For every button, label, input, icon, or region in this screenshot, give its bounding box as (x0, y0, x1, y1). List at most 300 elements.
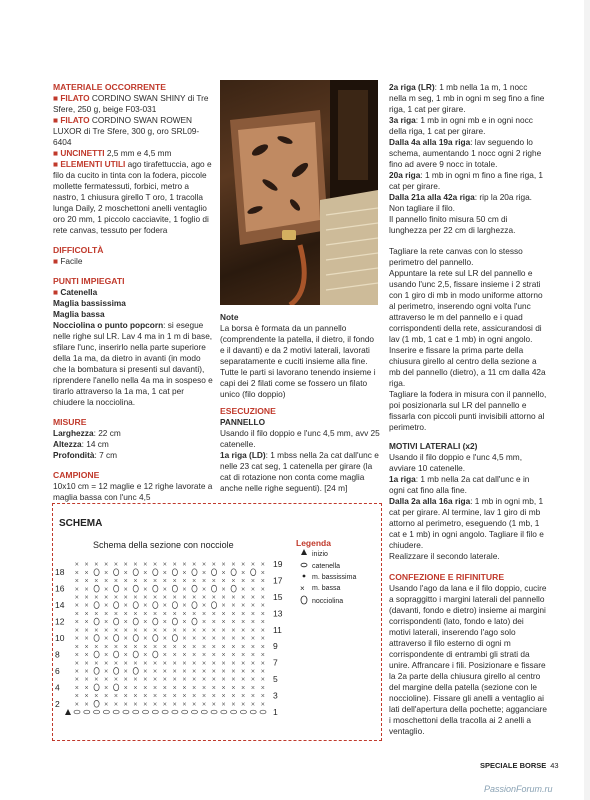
stitch-grid (65, 562, 266, 715)
single-crochet-stitch: × (241, 610, 246, 618)
single-crochet-stitch: × (94, 660, 99, 668)
single-crochet-stitch: × (172, 610, 177, 618)
chain-stitch (103, 710, 109, 714)
single-crochet-stitch: × (143, 693, 148, 701)
single-crochet-stitch: × (211, 684, 216, 692)
single-crochet-stitch: × (231, 660, 236, 668)
legend-item: catenella (312, 563, 341, 570)
single-crochet-stitch: × (143, 652, 148, 660)
single-crochet-stitch: × (74, 561, 79, 569)
popcorn-stitch (133, 618, 138, 625)
single-crochet-stitch: × (231, 619, 236, 627)
popcorn-stitch (114, 569, 119, 576)
single-crochet-stitch: × (84, 627, 89, 635)
single-crochet-stitch: × (201, 578, 207, 586)
single-crochet-stitch: × (74, 594, 79, 602)
single-crochet-stitch: × (172, 627, 177, 635)
single-crochet-stitch: × (94, 594, 99, 602)
row-number-left: 14 (55, 600, 65, 611)
single-crochet-stitch: × (113, 660, 118, 668)
single-crochet-stitch: × (74, 668, 79, 676)
row-number-left: 2 (55, 698, 60, 709)
single-crochet-stitch: × (192, 676, 197, 684)
single-crochet-stitch: × (260, 627, 265, 635)
single-crochet-stitch: × (94, 578, 99, 586)
panel-intro: Usando il filo doppio e l'unc 4,5 mm, avv 25 catenelle. (220, 428, 380, 449)
material-item: ■ FILATO CORDINO SWAN SHINY di Tre Sfere, 250 g, beige F03-031 (53, 93, 209, 114)
single-crochet-stitch: × (231, 635, 236, 643)
single-crochet-stitch: × (153, 701, 158, 709)
single-crochet-stitch: × (192, 684, 197, 692)
single-crochet-stitch: × (104, 635, 109, 643)
row-numbers-right (273, 559, 283, 717)
single-crochet-stitch: × (231, 561, 236, 569)
single-crochet-stitch: × (84, 594, 89, 602)
single-crochet-stitch: × (192, 701, 197, 709)
single-crochet-stitch: × (143, 635, 148, 643)
note-text: La borsa è formata da un pannello (comprendente la patella, il dietro, il fondo e il davanti) e da 2 motivi laterali, lavorati separatamente e cuciti insieme alla fine. Tutte le parti si lavorano tenendo insieme i capi dei 2 filati come se fossero un filato unico (filo doppio) (220, 323, 376, 399)
single-crochet-stitch: × (231, 643, 236, 651)
row-number-left: 12 (55, 616, 65, 627)
start-marker (65, 709, 71, 715)
instructions-right-column (389, 82, 547, 737)
single-crochet-stitch: × (192, 660, 197, 668)
single-crochet-stitch: × (113, 693, 118, 701)
single-crochet-stitch: × (143, 561, 148, 569)
single-crochet-stitch: × (104, 660, 109, 668)
chain-stitch (260, 710, 266, 714)
popcorn-stitch (231, 569, 236, 576)
single-crochet-stitch: × (153, 627, 158, 635)
single-crochet-stitch: × (250, 619, 256, 627)
single-crochet-stitch: × (162, 594, 167, 602)
measure-height: Altezza: 14 cm (53, 439, 109, 449)
single-crochet-stitch: × (123, 660, 128, 668)
single-crochet-stitch: × (74, 578, 79, 586)
single-crochet-stitch: × (123, 668, 128, 676)
difficulty-value: ■ Facile (53, 256, 83, 266)
single-crochet-stitch: × (162, 643, 167, 651)
gauge-text: 10x10 cm = 12 maglie e 12 righe lavorate a maglia bassa con l'unc 4,5 (53, 481, 213, 502)
popcorn-icon (301, 596, 307, 604)
single-crochet-stitch: × (201, 602, 207, 610)
single-crochet-stitch: × (201, 569, 207, 577)
single-crochet-stitch: × (123, 652, 128, 660)
single-crochet-stitch: × (84, 561, 89, 569)
side-motifs-heading: MOTIVI LATERALI (x2) (389, 441, 478, 451)
single-crochet-stitch: × (153, 594, 158, 602)
schema-title: SCHEMA (59, 518, 103, 529)
single-crochet-stitch: × (153, 660, 158, 668)
single-crochet-stitch: × (123, 635, 128, 643)
single-crochet-stitch: × (182, 610, 187, 618)
chain-stitch (84, 710, 90, 714)
single-crochet-stitch: × (94, 676, 99, 684)
legend-item: m. bassa (312, 585, 341, 592)
single-crochet-stitch: × (123, 594, 128, 602)
popcorn-stitch (94, 635, 99, 642)
motif-rows-2-16: Dalla 2a alla 16a riga: 1 mb in ogni mb, 1 cat per girare. Al termine, lav 1 giro di mb attorno al perimetro, eseguendo (1 mb, 1 cat e 1 mb) in ogni angolo. Tagliare il filo e chiudere. (389, 496, 544, 550)
single-crochet-stitch: × (153, 684, 158, 692)
chain-stitch (162, 710, 168, 714)
single-crochet-stitch: × (260, 635, 265, 643)
popcorn-stitch (133, 635, 138, 642)
chain-stitch (133, 710, 139, 714)
single-crochet-stitch: × (162, 635, 167, 643)
single-crochet-stitch: × (260, 594, 265, 602)
rows-21-42: Dalla 21a alla 42a riga: rip la 20a riga. (389, 192, 532, 202)
popcorn-stitch (94, 569, 99, 576)
single-crochet-stitch: × (84, 578, 89, 586)
single-crochet-stitch: × (201, 676, 207, 684)
row-number-left: 8 (55, 649, 60, 660)
chain-stitch (143, 710, 149, 714)
popcorn-stitch (133, 569, 138, 576)
single-crochet-stitch: × (153, 561, 158, 569)
single-crochet-stitch: × (241, 635, 246, 643)
single-crochet-stitch: × (182, 627, 187, 635)
single-crochet-stitch: × (104, 627, 109, 635)
single-crochet-stitch: × (143, 684, 148, 692)
single-crochet-stitch: × (94, 627, 99, 635)
chain-stitch (123, 710, 129, 714)
single-crochet-stitch: × (201, 619, 207, 627)
single-crochet-stitch: × (221, 693, 226, 701)
single-crochet-stitch: × (162, 660, 167, 668)
single-crochet-stitch: × (241, 652, 246, 660)
popcorn-stitch (114, 602, 119, 609)
chain-stitch (201, 710, 207, 714)
single-crochet-stitch: × (211, 594, 216, 602)
popcorn-stitch (133, 667, 138, 674)
single-crochet-stitch: × (221, 578, 226, 586)
single-crochet-stitch: × (211, 627, 216, 635)
single-crochet-stitch: × (241, 668, 246, 676)
single-crochet-stitch: × (241, 660, 246, 668)
single-crochet-stitch: × (201, 610, 207, 618)
single-crochet-stitch: × (162, 610, 167, 618)
single-crochet-stitch: × (74, 627, 79, 635)
single-crochet-stitch: × (123, 693, 128, 701)
single-crochet-stitch: × (231, 594, 236, 602)
single-crochet-stitch: × (182, 684, 187, 692)
single-crochet-stitch: × (201, 627, 207, 635)
single-crochet-stitch: × (84, 693, 89, 701)
row-number-right: 13 (273, 608, 283, 619)
material-item: ■ ELEMENTI UTILI ago tirafettuccia, ago e filo da cucito in tinta con la fodera, piccole mollette fermatessuti, forbici, metro a nastro, 1 chiusura girello T oro, 1 tracolla lunga Daily, 2 moschettoni anelli ventaglio oro 20 mm, 1 piccolo cacciavite, 1 foglio di rete canvas, tessuto per fodera (53, 159, 212, 235)
material-item: ■ FILATO CORDINO SWAN ROWEN LUXOR di Tre Sfere, 300 g, oro SRL09-6404 (53, 115, 200, 147)
single-crochet-stitch: × (231, 627, 236, 635)
popcorn-stitch (114, 651, 119, 658)
single-crochet-stitch: × (231, 676, 236, 684)
single-crochet-stitch: × (143, 569, 148, 577)
difficulty-heading: DIFFICOLTÀ (53, 245, 104, 255)
single-crochet-icon: × (300, 584, 305, 593)
single-crochet-stitch: × (231, 610, 236, 618)
single-crochet-stitch: × (260, 586, 265, 594)
single-crochet-stitch: × (182, 578, 187, 586)
popcorn-stitch (114, 585, 119, 592)
single-crochet-stitch: × (104, 569, 109, 577)
chain-stitch (211, 710, 217, 714)
single-crochet-stitch: × (133, 676, 138, 684)
row-number-right: 7 (273, 657, 278, 668)
single-crochet-stitch: × (94, 561, 99, 569)
single-crochet-stitch: × (84, 660, 89, 668)
chain-stitch (221, 710, 227, 714)
single-crochet-stitch: × (211, 643, 216, 651)
single-crochet-stitch: × (84, 652, 89, 660)
rows-4-19: Dalla 4a alla 19a riga: lav seguendo lo schema, aumentando 1 nocc ogni 2 righe fino ad avere 9 nocc in totale. (389, 137, 542, 169)
materials-column (53, 82, 215, 503)
single-crochet-stitch: × (260, 701, 265, 709)
side-motifs-intro: Usando il filo doppio e l'unc 4,5 mm, avviare 10 catenelle. (389, 452, 523, 473)
single-crochet-stitch: × (241, 561, 246, 569)
popcorn-stitch (153, 602, 158, 609)
no-cut-note: Non tagliare il filo. (389, 203, 455, 213)
single-crochet-stitch: × (143, 578, 148, 586)
single-crochet-stitch: × (182, 586, 187, 594)
chain-stitch (182, 710, 188, 714)
single-crochet-stitch: × (162, 586, 167, 594)
single-crochet-stitch: × (133, 660, 138, 668)
page-edge-strip (584, 0, 590, 800)
single-crochet-stitch: × (113, 676, 118, 684)
stitch-nocciolina: Nocciolina o punto popcorn: si esegue nelle righe sul LR. Lav 4 ma in 1 m di base, sfilare l'unc, inserirlo nella parte superiore della 1a ma, da dietro in avanti (in modo che la bombatura si presenti sul davanti), riprendere l'anello nella 4a ma in sospeso e tirarlo attraverso la 1a ma, 1 cat per chiudere la nocciolina. (53, 320, 213, 407)
single-crochet-stitch: × (123, 586, 128, 594)
single-crochet-stitch: × (104, 668, 109, 676)
chain-stitch (250, 710, 256, 714)
single-crochet-stitch: × (260, 561, 265, 569)
chain-stitch (191, 710, 197, 714)
single-crochet-stitch: × (211, 660, 216, 668)
popcorn-stitch (94, 684, 99, 691)
canvas-cut-text: Tagliare la rete canvas con lo stesso perimetro del pannello. (389, 246, 523, 267)
single-crochet-stitch: × (201, 693, 207, 701)
single-crochet-stitch: × (113, 627, 118, 635)
row-number-right: 9 (273, 641, 278, 652)
panel-size-note: Il pannello finito misura 50 cm di lunghezza per 22 cm di larghezza. (389, 214, 516, 235)
single-crochet-stitch: × (241, 693, 246, 701)
page-footer (480, 761, 559, 770)
single-crochet-stitch: × (182, 569, 187, 577)
single-crochet-stitch: × (113, 578, 118, 586)
single-crochet-stitch: × (250, 668, 256, 676)
row-3: 3a riga: 1 mb in ogni mb e in ogni nocc della riga, 1 cat per girare. (389, 115, 533, 136)
legend-item: inizio (312, 551, 328, 558)
single-crochet-stitch: × (182, 635, 187, 643)
footer-section: SPECIALE BORSE (480, 761, 547, 770)
single-crochet-stitch: × (221, 660, 226, 668)
popcorn-stitch (114, 684, 119, 691)
single-crochet-stitch: × (84, 635, 89, 643)
row-number-right: 17 (273, 575, 283, 586)
single-crochet-stitch: × (104, 610, 109, 618)
row-number-left: 10 (55, 633, 65, 643)
popcorn-stitch (114, 635, 119, 642)
single-crochet-stitch: × (201, 643, 207, 651)
popcorn-stitch (153, 618, 158, 625)
single-crochet-stitch: × (133, 684, 138, 692)
row-number-left: 4 (55, 682, 60, 693)
single-crochet-stitch: × (260, 619, 265, 627)
single-crochet-stitch: × (201, 660, 207, 668)
single-crochet-stitch: × (162, 578, 167, 586)
single-crochet-stitch: × (241, 602, 246, 610)
popcorn-stitch (211, 585, 216, 592)
row-20: 20a riga: 1 mb in ogni m fino a fine riga, 1 cat per girare. (389, 170, 544, 191)
row-number-right: 3 (273, 690, 278, 701)
single-crochet-stitch: × (211, 610, 216, 618)
measures-heading: MISURE (53, 417, 87, 427)
single-crochet-stitch: × (211, 635, 216, 643)
single-crochet-stitch: × (172, 701, 177, 709)
chain-stitch (240, 710, 246, 714)
single-crochet-stitch: × (172, 561, 177, 569)
single-crochet-stitch: × (221, 594, 226, 602)
single-crochet-stitch: × (123, 561, 128, 569)
single-crochet-stitch: × (84, 610, 89, 618)
single-crochet-stitch: × (84, 619, 89, 627)
single-crochet-stitch: × (143, 701, 148, 709)
row-number-right: 15 (273, 591, 283, 602)
single-crochet-stitch: × (143, 627, 148, 635)
popcorn-stitch (153, 651, 158, 658)
single-crochet-stitch: × (201, 635, 207, 643)
stitch-catenella: ■ Catenella (53, 287, 98, 297)
chain-stitch (172, 710, 178, 714)
single-crochet-stitch: × (182, 668, 187, 676)
single-crochet-stitch: × (104, 619, 109, 627)
popcorn-stitch (172, 635, 177, 642)
single-crochet-stitch: × (192, 594, 197, 602)
single-crochet-stitch: × (74, 701, 79, 709)
stitch-bassissima: Maglia bassissima (53, 298, 126, 308)
single-crochet-stitch: × (192, 643, 197, 651)
single-crochet-stitch: × (123, 610, 128, 618)
single-crochet-stitch: × (211, 652, 216, 660)
single-crochet-stitch: × (260, 610, 265, 618)
chain-stitch (113, 710, 119, 714)
row-1: 1a riga (LD): 1 mbss nella 2a cat dall'unc e nelle 23 cat seg, 1 catenella per girare (la cat di rotazione non conta come maglia anche nelle righe seguenti). [24 m] (220, 450, 379, 493)
single-crochet-stitch: × (123, 701, 128, 709)
row-number-right: 5 (273, 674, 278, 685)
single-crochet-stitch: × (260, 660, 265, 668)
single-crochet-stitch: × (250, 602, 256, 610)
panel-heading: PANNELLO (220, 417, 266, 427)
single-crochet-stitch: × (162, 693, 167, 701)
single-crochet-stitch: × (104, 643, 109, 651)
single-crochet-stitch: × (221, 602, 226, 610)
popcorn-stitch (94, 667, 99, 674)
single-crochet-stitch: × (260, 602, 265, 610)
single-crochet-stitch: × (221, 569, 226, 577)
single-crochet-stitch: × (162, 627, 167, 635)
single-crochet-stitch: × (104, 676, 109, 684)
row-number-right: 11 (273, 624, 282, 635)
single-crochet-stitch: × (250, 643, 256, 651)
single-crochet-stitch: × (241, 619, 246, 627)
finishing-text: Usando l'ago da lana e il filo doppio, cucire a sopraggitto i margini laterali del pannello (davanti, fondo e dietro) insieme ai margini corrispondenti (lato, fondo e lato) dei motivi laterali, inserendo l'ago solo attraverso il filo esterno di ogni m corrispondente di entrambi gli strati da unire. Affrancare i fili. Posizionare e fissare la 2a parte della chiusura girello al centro del margine della patella (sezione con le noccioline). Fissare gli anelli a ventaglio ai lati dell'apertura della pochette; agganciare i moschettoni della tracolla ai 2 anelli a ventaglio. (389, 583, 547, 736)
single-crochet-stitch: × (133, 627, 138, 635)
single-crochet-stitch: × (133, 578, 138, 586)
single-crochet-stitch: × (74, 602, 79, 610)
single-crochet-stitch: × (231, 602, 236, 610)
single-crochet-stitch: × (123, 619, 128, 627)
stitch-bassa: Maglia bassa (53, 309, 105, 319)
row-number-left: 6 (55, 665, 60, 676)
single-crochet-stitch: × (94, 643, 99, 651)
single-crochet-stitch: × (201, 668, 207, 676)
single-crochet-stitch: × (182, 676, 187, 684)
single-crochet-stitch: × (153, 676, 158, 684)
chain-icon (301, 563, 307, 567)
single-crochet-stitch: × (250, 594, 256, 602)
popcorn-stitch (94, 618, 99, 625)
single-crochet-stitch: × (211, 561, 216, 569)
single-crochet-stitch: × (123, 676, 128, 684)
chain-stitch (152, 710, 158, 714)
single-crochet-stitch: × (241, 643, 246, 651)
single-crochet-stitch: × (133, 693, 138, 701)
single-crochet-stitch: × (182, 643, 187, 651)
single-crochet-stitch: × (201, 561, 207, 569)
popcorn-stitch (172, 602, 177, 609)
single-crochet-stitch: × (143, 619, 148, 627)
single-crochet-stitch: × (133, 701, 138, 709)
single-crochet-stitch: × (250, 586, 256, 594)
single-crochet-stitch: × (192, 578, 197, 586)
single-crochet-stitch: × (192, 635, 197, 643)
watermark: PassionForum.ru (484, 784, 553, 794)
popcorn-stitch (133, 602, 138, 609)
single-crochet-stitch: × (241, 586, 246, 594)
single-crochet-stitch: × (192, 668, 197, 676)
single-crochet-stitch: × (260, 668, 265, 676)
single-crochet-stitch: × (153, 643, 158, 651)
single-crochet-stitch: × (172, 668, 177, 676)
start-icon (301, 549, 307, 555)
single-crochet-stitch: × (153, 578, 158, 586)
single-crochet-stitch: × (201, 684, 207, 692)
single-crochet-stitch: × (221, 561, 226, 569)
single-crochet-stitch: × (250, 684, 256, 692)
single-crochet-stitch: × (260, 578, 265, 586)
instructions-middle-column (220, 312, 380, 494)
popcorn-stitch (231, 585, 236, 592)
single-crochet-stitch: × (104, 693, 109, 701)
single-crochet-stitch: × (123, 569, 128, 577)
materials-heading: MATERIALE OCCORRENTE (53, 82, 166, 92)
single-crochet-stitch: × (260, 693, 265, 701)
note-heading: Note (220, 312, 239, 322)
single-crochet-stitch: × (84, 701, 89, 709)
single-crochet-stitch: × (162, 652, 167, 660)
row-2: 2a riga (LR): 1 mb nella 1a m, 1 nocc nella m seg, 1 mb in ogni m seg fino a fine riga, 1 cat per girare. (389, 82, 545, 114)
chain-stitch (94, 710, 100, 714)
popcorn-stitch (94, 651, 99, 658)
legend-item: nocciolina (312, 598, 344, 605)
single-crochet-stitch: × (74, 643, 79, 651)
single-crochet-stitch: × (221, 701, 226, 709)
single-crochet-stitch: × (84, 569, 89, 577)
stitches-heading: PUNTI IMPIEGATI (53, 276, 125, 286)
single-crochet-stitch: × (94, 693, 99, 701)
popcorn-stitch (153, 569, 158, 576)
single-crochet-stitch: × (231, 693, 236, 701)
single-crochet-stitch: × (231, 652, 236, 660)
single-crochet-stitch: × (211, 676, 216, 684)
